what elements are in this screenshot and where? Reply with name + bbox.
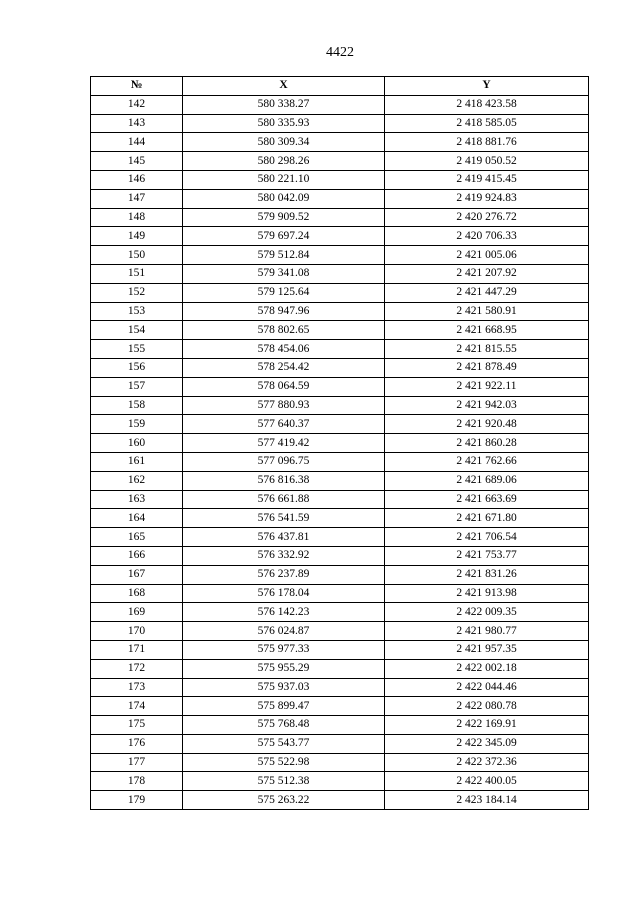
- cell-x: 577 419.42: [183, 434, 385, 453]
- cell-x: 578 802.65: [183, 321, 385, 340]
- cell-y: 2 422 044.46: [385, 678, 589, 697]
- cell-number: 175: [91, 716, 183, 735]
- cell-x: 579 512.84: [183, 246, 385, 265]
- cell-number: 157: [91, 377, 183, 396]
- cell-number: 172: [91, 659, 183, 678]
- cell-y: 2 418 423.58: [385, 95, 589, 114]
- cell-number: 165: [91, 528, 183, 547]
- cell-number: 169: [91, 603, 183, 622]
- cell-number: 148: [91, 208, 183, 227]
- cell-number: 147: [91, 189, 183, 208]
- cell-x: 577 096.75: [183, 452, 385, 471]
- table-row: [91, 95, 589, 114]
- cell-number: 142: [91, 95, 183, 114]
- table-row: [91, 321, 589, 340]
- cell-x: 577 640.37: [183, 415, 385, 434]
- table-row: [91, 434, 589, 453]
- cell-number: 151: [91, 264, 183, 283]
- coordinates-table: [90, 76, 589, 810]
- cell-x: 578 947.96: [183, 302, 385, 321]
- table-row: [91, 302, 589, 321]
- cell-number: 149: [91, 227, 183, 246]
- cell-y: 2 421 831.26: [385, 565, 589, 584]
- cell-x: 576 541.59: [183, 509, 385, 528]
- column-header-number: №: [91, 77, 183, 96]
- cell-number: 173: [91, 678, 183, 697]
- cell-number: 162: [91, 471, 183, 490]
- cell-x: 580 338.27: [183, 95, 385, 114]
- cell-number: 156: [91, 358, 183, 377]
- cell-x: 576 142.23: [183, 603, 385, 622]
- table-row: [91, 189, 589, 208]
- cell-x: 578 254.42: [183, 358, 385, 377]
- page-number: 4422: [326, 45, 354, 60]
- cell-x: 580 335.93: [183, 114, 385, 133]
- cell-y: 2 422 002.18: [385, 659, 589, 678]
- column-header-y: Y: [385, 77, 589, 96]
- cell-x: 576 437.81: [183, 528, 385, 547]
- table-row: [91, 358, 589, 377]
- cell-x: 579 341.08: [183, 264, 385, 283]
- cell-x: 575 543.77: [183, 734, 385, 753]
- table-row: [91, 227, 589, 246]
- cell-y: 2 422 372.36: [385, 753, 589, 772]
- cell-x: 575 263.22: [183, 791, 385, 810]
- cell-y: 2 421 447.29: [385, 283, 589, 302]
- cell-y: 2 421 860.28: [385, 434, 589, 453]
- cell-y: 2 418 585.05: [385, 114, 589, 133]
- cell-number: 179: [91, 791, 183, 810]
- table-row: [91, 114, 589, 133]
- cell-number: 145: [91, 152, 183, 171]
- cell-y: 2 423 184.14: [385, 791, 589, 810]
- cell-x: 575 768.48: [183, 716, 385, 735]
- table-row: [91, 340, 589, 359]
- cell-number: 176: [91, 734, 183, 753]
- cell-y: 2 422 345.09: [385, 734, 589, 753]
- cell-y: 2 421 878.49: [385, 358, 589, 377]
- cell-y: 2 421 207.92: [385, 264, 589, 283]
- table-row: [91, 716, 589, 735]
- table-row: [91, 452, 589, 471]
- table-row: [91, 246, 589, 265]
- table-row: [91, 396, 589, 415]
- cell-number: 159: [91, 415, 183, 434]
- cell-number: 177: [91, 753, 183, 772]
- table-row: [91, 791, 589, 810]
- cell-y: 2 421 957.35: [385, 640, 589, 659]
- cell-number: 150: [91, 246, 183, 265]
- cell-y: 2 419 924.83: [385, 189, 589, 208]
- cell-number: 166: [91, 546, 183, 565]
- cell-x: 575 522.98: [183, 753, 385, 772]
- table-row: [91, 152, 589, 171]
- cell-number: 153: [91, 302, 183, 321]
- cell-x: 576 024.87: [183, 622, 385, 641]
- table-header-row: [91, 77, 589, 96]
- cell-number: 170: [91, 622, 183, 641]
- cell-y: 2 421 762.66: [385, 452, 589, 471]
- cell-number: 178: [91, 772, 183, 791]
- cell-x: 580 309.34: [183, 133, 385, 152]
- table-row: [91, 377, 589, 396]
- cell-number: 154: [91, 321, 183, 340]
- cell-number: 161: [91, 452, 183, 471]
- cell-y: 2 421 580.91: [385, 302, 589, 321]
- cell-x: 580 298.26: [183, 152, 385, 171]
- cell-y: 2 421 815.55: [385, 340, 589, 359]
- cell-y: 2 421 671.80: [385, 509, 589, 528]
- cell-y: 2 422 080.78: [385, 697, 589, 716]
- table-row: [91, 283, 589, 302]
- cell-number: 152: [91, 283, 183, 302]
- table-row: [91, 772, 589, 791]
- cell-x: 576 332.92: [183, 546, 385, 565]
- cell-number: 160: [91, 434, 183, 453]
- cell-x: 579 909.52: [183, 208, 385, 227]
- cell-number: 171: [91, 640, 183, 659]
- cell-x: 575 977.33: [183, 640, 385, 659]
- table-row: [91, 603, 589, 622]
- table-row: [91, 584, 589, 603]
- cell-y: 2 421 753.77: [385, 546, 589, 565]
- cell-x: 579 125.64: [183, 283, 385, 302]
- cell-y: 2 421 920.48: [385, 415, 589, 434]
- cell-x: 576 178.04: [183, 584, 385, 603]
- cell-y: 2 422 009.35: [385, 603, 589, 622]
- cell-x: 580 042.09: [183, 189, 385, 208]
- table-row: [91, 415, 589, 434]
- cell-number: 155: [91, 340, 183, 359]
- table-row: [91, 208, 589, 227]
- table-row: [91, 490, 589, 509]
- table-row: [91, 753, 589, 772]
- cell-x: 576 237.89: [183, 565, 385, 584]
- cell-y: 2 420 276.72: [385, 208, 589, 227]
- table-row: [91, 546, 589, 565]
- cell-y: 2 421 706.54: [385, 528, 589, 547]
- cell-x: 580 221.10: [183, 170, 385, 189]
- cell-number: 167: [91, 565, 183, 584]
- cell-number: 164: [91, 509, 183, 528]
- cell-y: 2 422 400.05: [385, 772, 589, 791]
- cell-number: 158: [91, 396, 183, 415]
- table-row: [91, 678, 589, 697]
- cell-number: 144: [91, 133, 183, 152]
- table-row: [91, 471, 589, 490]
- cell-y: 2 421 689.06: [385, 471, 589, 490]
- table-row: [91, 133, 589, 152]
- cell-y: 2 421 668.95: [385, 321, 589, 340]
- table-body: [91, 95, 589, 809]
- cell-x: 576 661.88: [183, 490, 385, 509]
- column-header-x: X: [183, 77, 385, 96]
- cell-y: 2 421 942.03: [385, 396, 589, 415]
- cell-x: 577 880.93: [183, 396, 385, 415]
- cell-y: 2 422 169.91: [385, 716, 589, 735]
- cell-y: 2 421 913.98: [385, 584, 589, 603]
- cell-x: 578 454.06: [183, 340, 385, 359]
- cell-y: 2 421 663.69: [385, 490, 589, 509]
- cell-y: 2 420 706.33: [385, 227, 589, 246]
- table-row: [91, 264, 589, 283]
- table-row: [91, 565, 589, 584]
- cell-y: 2 421 005.06: [385, 246, 589, 265]
- table-row: [91, 528, 589, 547]
- table-row: [91, 622, 589, 641]
- cell-number: 163: [91, 490, 183, 509]
- table-row: [91, 170, 589, 189]
- cell-y: 2 419 415.45: [385, 170, 589, 189]
- cell-x: 579 697.24: [183, 227, 385, 246]
- cell-y: 2 421 980.77: [385, 622, 589, 641]
- cell-x: 576 816.38: [183, 471, 385, 490]
- table-row: [91, 640, 589, 659]
- table-row: [91, 697, 589, 716]
- cell-number: 168: [91, 584, 183, 603]
- cell-x: 575 937.03: [183, 678, 385, 697]
- cell-y: 2 418 881.76: [385, 133, 589, 152]
- cell-number: 146: [91, 170, 183, 189]
- table-row: [91, 734, 589, 753]
- cell-x: 575 899.47: [183, 697, 385, 716]
- table-row: [91, 509, 589, 528]
- cell-y: 2 421 922.11: [385, 377, 589, 396]
- cell-x: 575 512.38: [183, 772, 385, 791]
- cell-x: 578 064.59: [183, 377, 385, 396]
- table-row: [91, 659, 589, 678]
- cell-x: 575 955.29: [183, 659, 385, 678]
- cell-number: 143: [91, 114, 183, 133]
- cell-number: 174: [91, 697, 183, 716]
- cell-y: 2 419 050.52: [385, 152, 589, 171]
